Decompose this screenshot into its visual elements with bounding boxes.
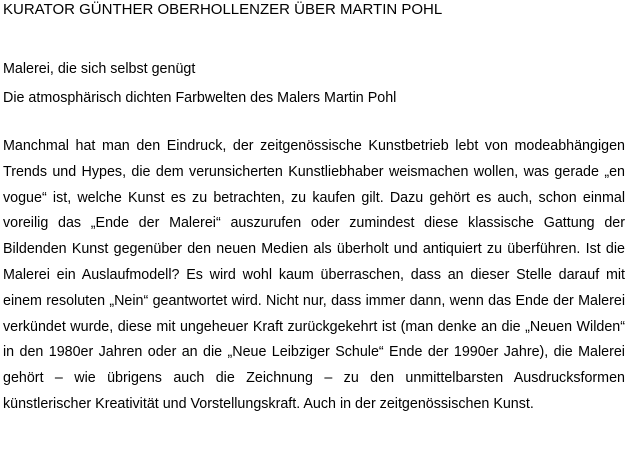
article-body-paragraph: Manchmal hat man den Eindruck, der zeitgenössische Kunstbetrieb lebt von modeabhängigen Trends und Hypes, die dem verunsicherten Kunstliebhaber weismachen wollen, was gerade „en vogue“ ist, welche Kunst es zu betrachten, zu kaufen gilt. Dazu gehört es auch, schon einmal voreilig das „Ende der Malerei“ auszurufen oder zumindest diese klassische Gattung der Bildenden Kunst gegenüber den neuen Medien als überholt und antiquiert zu überführen. Ist die Malerei ein Auslaufmodell? Es wird wohl kaum überraschen, dass an dieser Stelle darauf mit einem resoluten „Nein“ geantwortet wird. Nicht nur, dass immer dann, wenn das Ende der Malerei verkündet wurde, diese mit ungeheuer Kraft zurückgekehrt ist (man denke an die „Neuen Wilden“ in den 1980er Jahren oder an die „Neue Leibziger Schule“ Ende der 1990er Jahre), die Malerei gehört – wie übrigens auch die Zeichnung – zu den unmittelbarsten Ausdrucksformen künstlerischer Kreativität und Vorstellungskraft. Auch in der zeitgenössischen Kunst. (3, 138, 625, 412)
article-subtitle: Malerei, die sich selbst genügt (3, 61, 196, 77)
article-deck: Die atmosphärisch dichten Farbwelten des Malers Martin Pohl (3, 90, 397, 106)
article (3, 0, 627, 418)
article-heading: KURATOR GÜNTHER OBERHOLLENZER ÜBER MARTIN POHL (3, 1, 443, 18)
